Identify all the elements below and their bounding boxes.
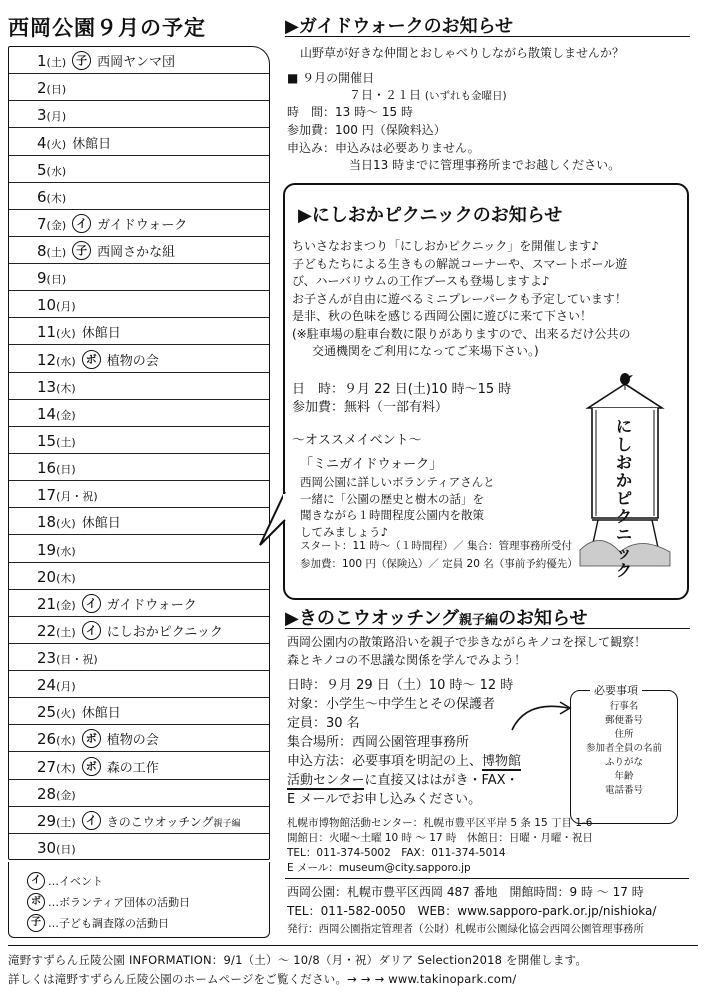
- calendar-row: [9, 563, 269, 590]
- calendar-row: [9, 834, 269, 860]
- legend-item: [27, 912, 269, 933]
- calendar-weekday: (水): [56, 544, 76, 558]
- calendar-row: [9, 427, 269, 454]
- calendar-row: [9, 74, 269, 101]
- calendar-weekday: (月): [46, 110, 67, 124]
- picnic-line: お子さんが自由に遊べるミニプレーパークも予定しています！: [292, 291, 627, 306]
- calendar-event: 西岡さかな組: [97, 245, 176, 261]
- mini-guide-line: 聞きながら１時間程度公園内を散策: [300, 508, 484, 522]
- museum-hours: 開館日：火曜～土曜 10 時 ～ 17 時 休館日：日曜・月曜・祝日: [287, 832, 593, 844]
- guide-schedule-label: ■ ９月の開催日: [287, 71, 375, 85]
- calendar-weekday: (土): [56, 435, 76, 449]
- calendar-row: [9, 807, 269, 834]
- calendar-weekday: (水): [46, 164, 67, 178]
- calendar-weekday: (日): [56, 463, 76, 477]
- calendar-weekday: (日): [46, 83, 67, 97]
- calendar-weekday: (金): [56, 408, 76, 422]
- calendar-day: 23: [37, 649, 57, 668]
- kinoko-meeting-place: 集合場所：西岡公園管理事務所: [287, 735, 470, 750]
- picnic-line: 是非、秋の色味を感じる西岡公園に遊びに来て下さい！: [292, 309, 593, 323]
- calendar-row: [9, 535, 269, 562]
- calendar-weekday: (金): [56, 788, 76, 802]
- calendar-row: [9, 752, 269, 779]
- calendar-day: 19: [37, 540, 57, 559]
- calendar-row: [9, 345, 269, 372]
- event-type-badge: ボ: [82, 757, 101, 776]
- calendar-row: [9, 725, 269, 752]
- park-address: 西岡公園：札幌市豊平区西岡 487 番地 開館時間：9 時 ～ 17 時: [287, 885, 644, 899]
- mini-guide-start: スタート：11 時～（１時間程）／ 集合：管理事務所受付: [300, 540, 573, 552]
- calendar-day: 17: [37, 486, 57, 505]
- legend-badge: ボ: [27, 893, 45, 911]
- calendar-row: [9, 47, 269, 74]
- arrow-icon: [508, 698, 574, 734]
- legend-text: …子ども調査隊の活動日: [48, 916, 169, 930]
- calendar-day: 21: [37, 594, 57, 613]
- museum-address: 札幌市博物館活動センター：札幌市豊平区平岸 5 条 15 丁目 1-6: [287, 817, 593, 829]
- calendar-event: 休館日: [72, 136, 112, 152]
- kinoko-apply-2: 活動センターに直接又ははがき・FAX・: [287, 773, 519, 788]
- calendar-day: 5: [37, 160, 47, 179]
- calendar-day: 13: [37, 377, 57, 396]
- mini-guide-line: 一緒に「公園の歴史と樹木の話」を: [300, 491, 484, 506]
- calendar-event: ガイドウォーク: [97, 217, 188, 233]
- calendar-weekday: (火): [56, 517, 76, 531]
- calendar-day: 29: [37, 811, 57, 830]
- legend-text: …ボランティア団体の活動日: [48, 895, 191, 909]
- guide-intro: 山野草が好きな仲間とおしゃべりしながら散策しませんか？: [300, 46, 625, 60]
- calendar-day: 3: [37, 106, 47, 125]
- event-type-badge: イ: [82, 621, 101, 640]
- calendar-day: 4: [37, 133, 47, 152]
- kinoko-date: 日時：９月 29 日（土）10 時～ 12 時: [287, 678, 514, 693]
- calendar-event: 植物の会: [106, 353, 159, 369]
- calendar-weekday: (火): [46, 137, 67, 151]
- footer-divider: [8, 945, 698, 946]
- picnic-sign-text: にしおかピクニック: [615, 417, 632, 580]
- calendar-day: 8: [37, 242, 47, 261]
- museum-email: E メール：museum@city.sapporo.jp: [287, 862, 471, 874]
- calendar-day: 15: [37, 431, 57, 450]
- picnic-title: ▶にしおかピクニックのお知らせ: [298, 205, 563, 226]
- kinoko-title: ▶きのこウオッチング親子編のお知らせ: [285, 608, 588, 629]
- picnic-recommended: ～オススメイベント～: [292, 433, 422, 448]
- calendar-weekday: (木): [56, 381, 76, 395]
- calendar-row: [9, 481, 269, 508]
- speech-bubble-tail: [258, 490, 298, 550]
- required-items-list: [570, 700, 678, 798]
- kinoko-divider: [285, 628, 690, 629]
- calendar-row: [9, 237, 269, 264]
- calendar-day: 16: [37, 459, 57, 478]
- guide-fee: 参加費：100 円（保険料込）: [287, 123, 446, 137]
- calendar-weekday: (金): [46, 218, 67, 232]
- park-info-divider: [285, 878, 689, 879]
- mini-guide-title: 「ミニガイドウォーク」: [300, 457, 443, 472]
- picnic-date: 日 時：９月 22 日(土)10 時～15 時: [292, 382, 512, 397]
- museum-phone-fax: TEL：011-374-5002 FAX：011-374-5014: [287, 847, 506, 859]
- calendar-event: 西岡ヤンマ団: [97, 55, 176, 71]
- calendar-row: [9, 318, 269, 345]
- legend-item: [27, 870, 269, 891]
- calendar-day: 20: [37, 567, 57, 586]
- required-item: ふりがな: [604, 757, 643, 768]
- event-type-badge: 子: [72, 241, 91, 260]
- calendar-event: 休館日: [81, 706, 121, 722]
- event-type-badge: イ: [82, 594, 101, 613]
- calendar-weekday: (火): [56, 327, 76, 341]
- picnic-line: 子どもたちによる生きもの解説コーナーや、スマートボール遊: [292, 256, 628, 271]
- calendar-day: 7: [37, 214, 47, 233]
- picnic-fee: 参加費：無料（一部有料）: [292, 400, 449, 415]
- calendar-event: 休館日: [81, 326, 121, 342]
- calendar-day: 25: [37, 703, 57, 722]
- guide-time: 時 間：13 時～ 15 時: [287, 105, 413, 119]
- calendar-day: 12: [37, 350, 57, 369]
- calendar-weekday: (土): [46, 246, 67, 260]
- calendar-list: [8, 46, 270, 860]
- calendar-row: [9, 291, 269, 318]
- calendar-day: 9: [37, 269, 47, 288]
- guide-dates: ７日・２１日 (いずれも金曜日): [349, 88, 507, 102]
- calendar-row: [9, 644, 269, 671]
- calendar-row: [9, 128, 269, 155]
- event-type-badge: イ: [82, 811, 101, 830]
- calendar-row: [9, 780, 269, 807]
- picnic-line: ちいさなおまつり「にしおかピクニック」を開催します♪: [292, 239, 599, 253]
- calendar-weekday: (月・祝): [56, 490, 98, 504]
- calendar-weekday: (木): [56, 571, 76, 585]
- calendar-event: きのこウオッチング親子編: [106, 814, 241, 829]
- required-item: 参加者全員の名前: [585, 743, 662, 754]
- calendar-weekday: (月): [56, 300, 76, 314]
- guide-title: ▶ガイドウォークのお知らせ: [285, 16, 514, 37]
- calendar-row: [9, 183, 269, 210]
- required-item: 郵便番号: [604, 715, 643, 726]
- calendar-row: [9, 210, 269, 237]
- calendar-day: 1: [37, 52, 47, 71]
- calendar-row: [9, 400, 269, 427]
- required-item: 年齢: [614, 771, 634, 782]
- picnic-line: 交通機関をご利用になってご来場下さい。): [312, 344, 539, 358]
- calendar-day: 6: [37, 187, 47, 206]
- kinoko-target: 対象：小学生～中学生とその保護者: [287, 697, 496, 712]
- event-type-badge: イ: [72, 214, 91, 233]
- required-item: 電話番号: [604, 785, 643, 796]
- calendar-event: にしおかピクニック: [106, 624, 223, 640]
- calendar-event: 植物の会: [106, 733, 159, 749]
- calendar-day: 14: [37, 404, 57, 423]
- footer-info: 滝野すずらん丘陵公園 INFORMATION：9/1（土）～ 10/8（月・祝）ダリア Selection2018 を開催します。: [8, 953, 588, 967]
- mini-guide-description: [300, 474, 495, 540]
- event-type-badge: ボ: [82, 350, 101, 369]
- event-type-badge: 子: [72, 51, 91, 70]
- guide-divider: [285, 36, 690, 37]
- picnic-line: (※駐車場の駐車台数に限りがありますので、出来るだけ公共の: [292, 326, 631, 341]
- required-item: 住所: [614, 729, 634, 740]
- calendar-row: [9, 698, 269, 725]
- calendar-weekday: (日): [46, 273, 67, 287]
- kinoko-apply-1: 申込方法：必要事項を明記の上、博物館: [287, 754, 522, 769]
- kinoko-capacity: 定員：30 名: [287, 716, 360, 731]
- calendar-weekday: (日): [56, 842, 76, 856]
- calendar-weekday: (土): [56, 625, 76, 639]
- calendar-day: 28: [37, 784, 57, 803]
- required-items-title: 必要事項: [590, 682, 642, 698]
- calendar-row: [9, 373, 269, 400]
- calendar-row: [9, 454, 269, 481]
- legend-text: …イベント: [48, 874, 103, 888]
- calendar-legend: [8, 862, 270, 938]
- park-contact: TEL：011-582-0050 WEB：www.sapporo-park.or.jp/nishioka/: [287, 904, 657, 918]
- calendar-row: [9, 617, 269, 644]
- picnic-description: [292, 238, 631, 361]
- calendar-day: 18: [37, 513, 57, 532]
- calendar-weekday: (月): [56, 680, 76, 694]
- guide-apply-2: 当日13 時までに管理事務所までお越しください。: [349, 158, 621, 172]
- calendar-weekday: (火): [56, 707, 76, 721]
- calendar-row: [9, 264, 269, 291]
- event-type-badge: ボ: [82, 729, 101, 748]
- calendar-weekday: (木): [56, 761, 76, 775]
- calendar-row: [9, 101, 269, 128]
- calendar-day: 22: [37, 621, 57, 640]
- legend-badge: 子: [27, 914, 45, 932]
- calendar-day: 2: [37, 79, 47, 98]
- calendar-row: [9, 156, 269, 183]
- calendar-weekday: (水): [56, 734, 76, 748]
- calendar-weekday: (土): [56, 815, 76, 829]
- picnic-line: び、ハーバリウムの工作ブースも登場しますよ♪: [292, 274, 550, 288]
- legend-item: [27, 891, 269, 912]
- calendar-weekday: (金): [56, 598, 76, 612]
- calendar-day: 24: [37, 676, 57, 695]
- calendar-event: ガイドウォーク: [106, 597, 197, 613]
- calendar-weekday: (日・祝): [56, 653, 98, 667]
- guide-apply-1: 申込み：申込みは必要ありません。: [287, 141, 480, 155]
- calendar-event: 森の工作: [106, 760, 159, 776]
- calendar-day: 10: [37, 296, 57, 315]
- mini-guide-line: 西岡公園に詳しいボランティアさんと: [300, 475, 495, 489]
- calendar-weekday: (水): [56, 354, 76, 368]
- calendar-row: [9, 590, 269, 617]
- kinoko-intro-2: 森とキノコの不思議な関係を学んでみよう！: [287, 653, 527, 667]
- legend-badge: イ: [27, 872, 45, 890]
- mini-guide-fee: 参加費：100 円（保険込）／ 定員 20 名（事前予約優先）: [300, 558, 578, 570]
- calendar-day: 26: [37, 730, 57, 749]
- calendar-day: 30: [37, 838, 57, 857]
- calendar-event: 休館日: [81, 516, 121, 532]
- kinoko-intro-1: 西岡公園内の散策路沿いを親子で歩きながらキノコを探して観察！: [287, 635, 647, 649]
- calendar-day: 27: [37, 757, 57, 776]
- calendar-title: 西岡公園９月の予定: [8, 16, 206, 40]
- calendar-weekday: (木): [46, 191, 67, 205]
- calendar-day: 11: [37, 323, 57, 342]
- mini-guide-line: してみましょう♪: [300, 524, 388, 539]
- kinoko-apply-3: E メールでお申し込みください。: [287, 792, 482, 807]
- calendar-row: [9, 671, 269, 698]
- footer-link: 詳しくは滝野すずらん丘陵公園のホームページをご覧ください。→ → → www.takinopark.com/: [8, 972, 517, 986]
- park-publisher: 発行：西岡公園指定管理者（公財）札幌市公園緑化協会西岡公園管理事務所: [287, 923, 644, 935]
- required-item: 行事名: [609, 701, 639, 712]
- calendar-row: [9, 508, 269, 535]
- calendar-weekday: (土): [46, 56, 67, 70]
